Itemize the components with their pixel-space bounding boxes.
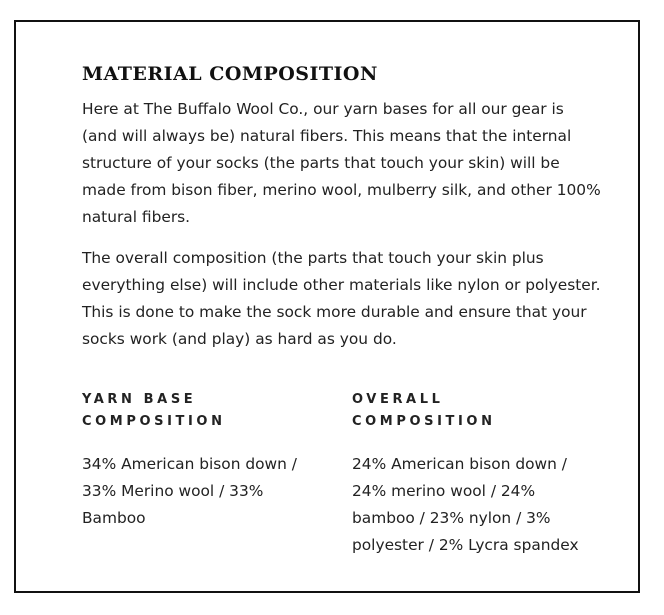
- overall-value-line: polyester / 2% Lycra spandex: [352, 536, 579, 554]
- composition-columns: [82, 389, 602, 559]
- overall-value: [352, 451, 602, 559]
- yarn-base-heading: [82, 389, 332, 433]
- yarn-base-heading-line2: COMPOSITION: [82, 414, 226, 429]
- overall-heading: [352, 389, 602, 433]
- intro-paragraph: Here at The Buffalo Wool Co., our yarn bases for all our gear is (and will always be) natural fibers. This means that the internal structure of your socks (the parts that touch your skin) will be made from bison fiber, merino wool, mulberry silk, and other 100% natural fibers.: [82, 100, 601, 226]
- card-content: [82, 60, 602, 559]
- overall-heading-line1: OVERALL: [352, 392, 444, 407]
- yarn-base-heading-line1: YARN BASE: [82, 392, 197, 407]
- overall-value-line: bamboo / 23% nylon / 3%: [352, 509, 551, 527]
- yarn-base-value-line: 34% American bison down /: [82, 455, 297, 473]
- yarn-base-value-line: 33% Merino wool / 33%: [82, 482, 264, 500]
- section-title: MATERIAL COMPOSITION: [82, 63, 378, 85]
- yarn-base-column: [82, 389, 332, 532]
- overall-paragraph: The overall composition (the parts that touch your skin plus everything else) will include other materials like nylon or polyester. This is done to make the sock more durable and ensure that your socks work (and play) as hard as you do.: [82, 249, 601, 348]
- yarn-base-value-line: Bamboo: [82, 509, 146, 527]
- overall-value-line: 24% American bison down /: [352, 455, 567, 473]
- yarn-base-value: [82, 451, 332, 532]
- overall-heading-line2: COMPOSITION: [352, 414, 496, 429]
- overall-value-line: 24% merino wool / 24%: [352, 482, 536, 500]
- overall-column: [352, 389, 602, 559]
- material-composition-card: [14, 20, 640, 593]
